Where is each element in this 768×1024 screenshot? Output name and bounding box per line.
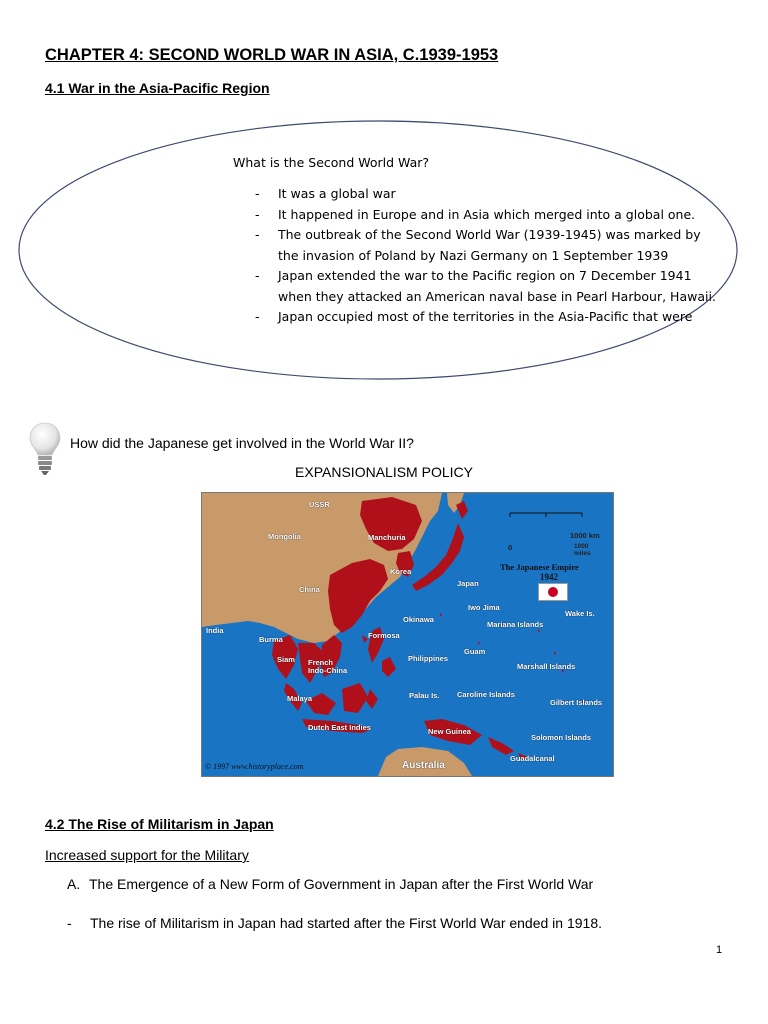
map-label-australia: Australia — [402, 760, 445, 771]
list-item-dash: - The rise of Militarism in Japan had started after the First World War ended in 1918. — [67, 915, 603, 931]
section-heading-4-1: 4.1 War in the Asia-Pacific Region — [45, 80, 270, 96]
map-label-india: India — [206, 626, 224, 635]
map-credit: © 1997 www.historyplace.com — [205, 762, 304, 771]
bullet-item: - It happened in Europe and in Asia which merged into a global one. — [255, 206, 696, 222]
bullet-item: - Japan extended the war to the Pacific region on 7 December 1941 when they attacked an American naval base in Pearl Harbour, Hawaii. — [255, 268, 716, 304]
map-scale-miles: 1000 miles — [574, 543, 591, 557]
map-label-caroline: Caroline Islands — [457, 690, 515, 699]
map-label-guam: Guam — [464, 647, 486, 656]
ellipse-bullet-list — [255, 184, 725, 328]
map-label-indochina: French Indo-China — [308, 658, 348, 675]
map-label-solomon: Solomon Islands — [531, 733, 592, 742]
map-label-okinawa: Okinawa — [403, 615, 434, 624]
japanese-empire-map — [201, 492, 614, 777]
chapter-title: CHAPTER 4: SECOND WORLD WAR IN ASIA, C.1939-1953 — [45, 46, 499, 64]
bullet-item: - Japan occupied most of the territories in the Asia-Pacific that were — [255, 309, 693, 324]
map-label-ussr: USSR — [309, 500, 330, 509]
map-label-manchuria: Manchuria — [368, 533, 406, 542]
list-item-a: A. The Emergence of a New Form of Government in Japan after the First World War — [67, 876, 594, 892]
map-label-formosa: Formosa — [368, 631, 400, 640]
japan-flag-icon — [538, 583, 568, 601]
map-label-japan: Japan — [457, 579, 479, 588]
map-scale-km: 1000 km — [570, 531, 600, 540]
map-label-gilbert: Gilbert Islands — [550, 698, 603, 707]
subheading-military-support: Increased support for the Military — [45, 847, 249, 863]
map-label-guadalcanal: Guadalcanal — [510, 754, 555, 763]
map-label-siam: Siam — [277, 655, 295, 664]
map-label-philippines: Philippines — [408, 654, 449, 663]
map-label-mariana: Mariana Islands — [487, 620, 544, 629]
map-label-new-guinea: New Guinea — [428, 727, 471, 736]
bullet-item: - The outbreak of the Second World War (1939-1945) was marked by the invasion of Poland by Nazi Germany on 1 September 1939 — [255, 227, 701, 263]
map-label-dutch-east-indies: Dutch East Indies — [308, 723, 371, 732]
map-legend-year: 1942 — [540, 572, 558, 582]
ellipse-question: What is the Second World War? — [233, 155, 430, 170]
map-label-marshall: Marshall Islands — [517, 662, 576, 671]
map-scale-zero: 0 — [508, 543, 513, 552]
map-label-mongolia: Mongolia — [268, 532, 301, 541]
map-label-malaya: Malaya — [287, 694, 313, 703]
map-label-burma: Burma — [259, 635, 283, 644]
map-label-wake: Wake Is. — [565, 609, 595, 618]
question-text: How did the Japanese get involved in the World War II? — [70, 435, 414, 451]
bullet-item: - It was a global war — [255, 186, 396, 201]
map-caption: EXPANSIONALISM POLICY — [295, 464, 473, 480]
map-label-china: China — [299, 585, 320, 594]
map-label-iwo-jima: Iwo Jima — [468, 603, 500, 612]
map-label-korea: Korea — [390, 567, 412, 576]
section-heading-4-2: 4.2 The Rise of Militarism in Japan — [45, 816, 274, 832]
map-label-palau: Palau Is. — [409, 691, 440, 700]
page-number: 1 — [716, 944, 723, 956]
map-legend-title: The Japanese Empire — [500, 562, 579, 572]
